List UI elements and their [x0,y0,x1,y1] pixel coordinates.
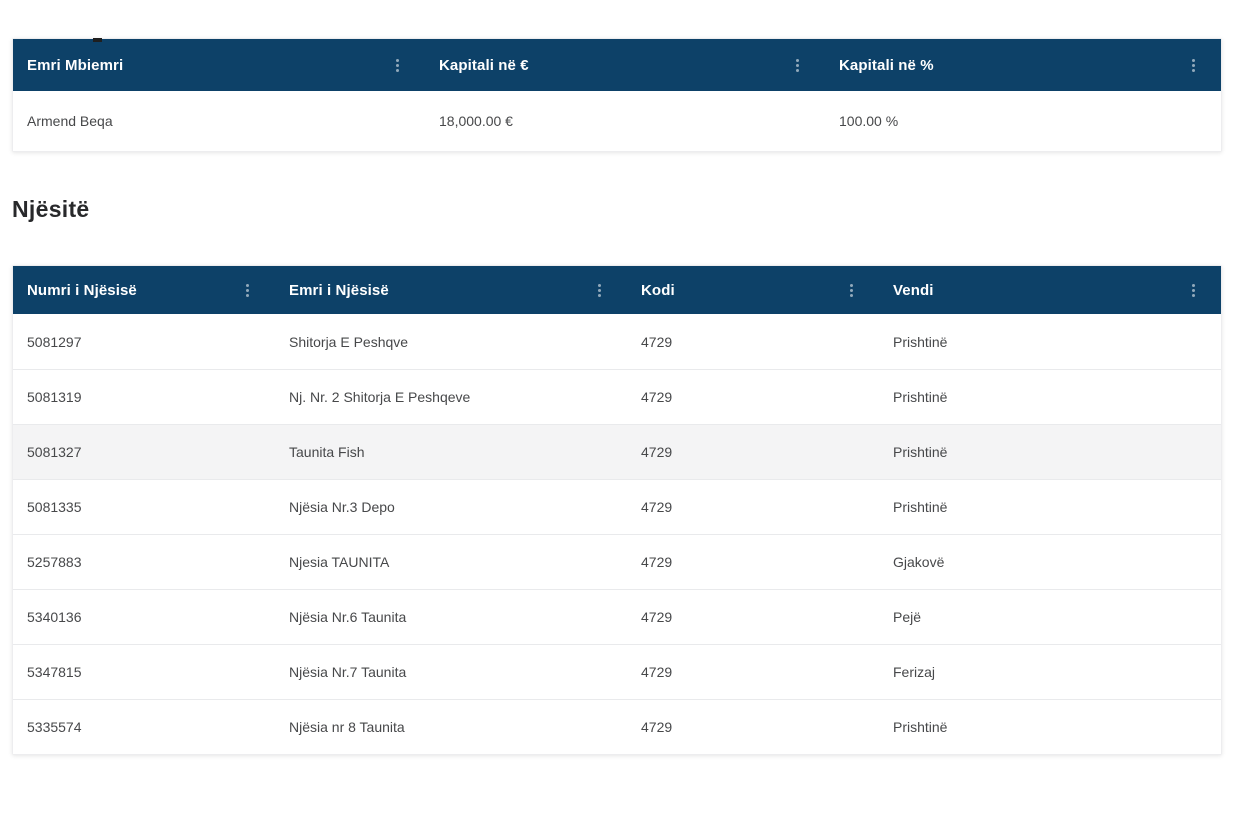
units-section-title: Njësitë [12,196,90,222]
table-cell: Gjakovë [893,554,945,570]
table-cell: 4729 [641,664,673,680]
table-cell: Njësia Nr.6 Taunita [289,609,407,625]
column-menu-icon[interactable] [596,280,603,301]
column-header-label: Kodi [641,281,675,299]
column-header-label: Vendi [893,281,934,299]
column-header-emri-i-njesise[interactable] [275,266,627,314]
table-row[interactable] [13,91,1221,151]
table-row[interactable] [13,644,1221,699]
table-cell: 100.00 % [839,113,899,129]
units-table-body [13,314,1221,754]
table-cell: 5081319 [27,389,82,405]
column-header-numri-i-njesise[interactable] [13,266,275,314]
table-cell: 4729 [641,609,673,625]
table-cell: Njësia Nr.7 Taunita [289,664,407,680]
column-header-kapitali-pct[interactable] [825,39,1221,91]
table-cell: Njësia Nr.3 Depo [289,499,395,515]
owners-table-body [13,91,1221,151]
table-cell: 18,000.00 € [439,113,513,129]
table-cell: Prishtinë [893,499,948,515]
table-cell: Njesia TAUNITA [289,554,390,570]
column-menu-icon[interactable] [794,55,801,76]
units-table-header [13,266,1221,314]
column-header-label: Emri i Njësisë [289,281,389,299]
column-header-kodi[interactable] [627,266,879,314]
table-cell: 4729 [641,554,673,570]
table-row[interactable] [13,589,1221,644]
column-menu-icon[interactable] [1190,55,1197,76]
table-cell: Ferizaj [893,664,936,680]
table-cell: Nj. Nr. 2 Shitorja E Peshqeve [289,389,471,405]
table-cell: Taunita Fish [289,444,365,460]
table-cell: 5081297 [27,333,82,350]
column-menu-icon[interactable] [244,280,251,301]
table-row[interactable] [13,369,1221,424]
table-cell: 5081335 [27,499,82,515]
column-header-kapitali-eur[interactable] [425,39,825,91]
table-row[interactable] [13,424,1221,479]
column-menu-icon[interactable] [394,55,401,76]
cutoff-text-fragment [93,38,102,42]
column-header-vendi[interactable] [879,266,1221,314]
table-cell: 5335574 [27,719,82,735]
table-cell: Prishtinë [893,719,948,735]
table-cell: 4729 [641,444,673,460]
table-cell: Prishtinë [893,444,948,460]
table-cell: 4729 [641,389,673,405]
table-row[interactable] [13,534,1221,589]
column-menu-icon[interactable] [848,280,855,301]
column-header-label: Numri i Njësisë [27,281,137,299]
table-cell: Shitorja E Peshqve [289,333,409,350]
table-cell: 4729 [641,333,673,350]
table-cell: 5347815 [27,664,82,680]
owners-table-header [13,39,1221,91]
column-header-label: Emri Mbiemri [27,56,124,74]
table-cell: 5257883 [27,554,82,570]
table-row[interactable] [13,479,1221,534]
column-header-label: Kapitali në % [839,56,934,74]
table-cell: Pejë [893,609,922,625]
owners-table [12,38,1222,152]
table-cell: Njësia nr 8 Taunita [289,719,405,735]
table-cell: 4729 [641,719,673,735]
column-header-label: Kapitali në € [439,56,529,74]
table-cell: Prishtinë [893,333,948,350]
table-cell: 5081327 [27,444,82,460]
units-table [12,265,1222,755]
table-row[interactable] [13,699,1221,754]
column-menu-icon[interactable] [1190,280,1197,301]
table-cell: Prishtinë [893,389,948,405]
table-cell: 5340136 [27,609,82,625]
table-cell: 4729 [641,499,673,515]
table-row[interactable] [13,314,1221,369]
table-cell: Armend Beqa [27,113,113,129]
column-header-emri-mbiemri[interactable] [13,39,425,91]
